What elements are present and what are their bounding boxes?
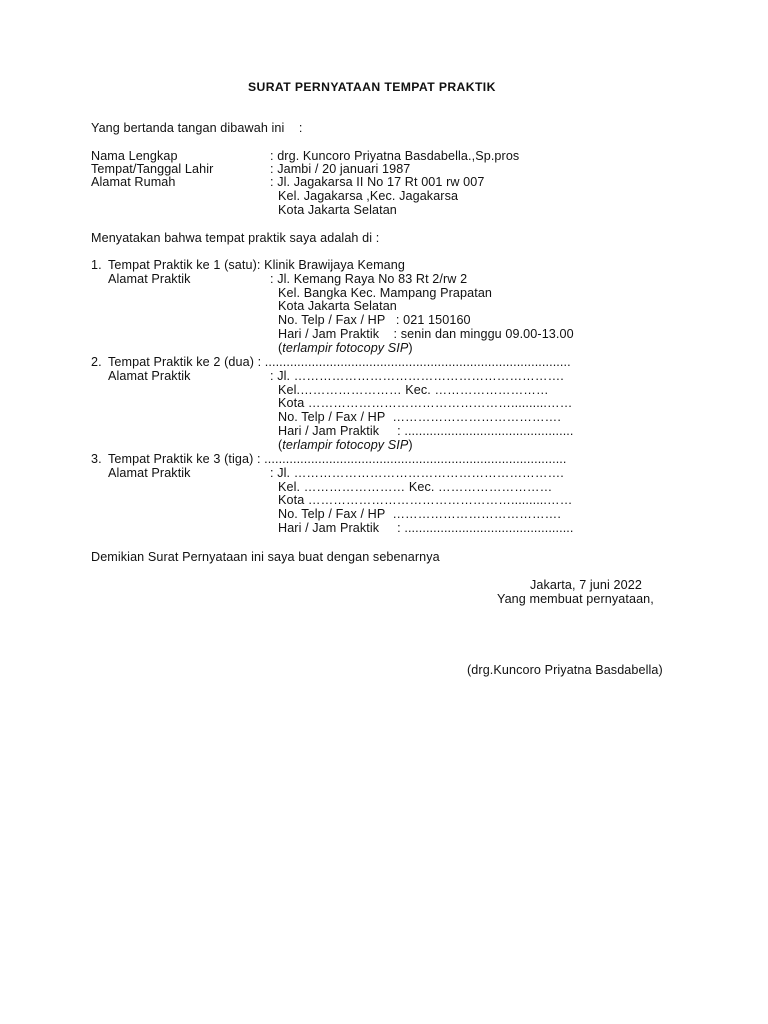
place-3-address-line-1: : Jl. ………………………………………………………. bbox=[270, 466, 564, 480]
name-label: Nama Lengkap bbox=[91, 149, 178, 163]
maker-label: Yang membuat pernyataan, bbox=[497, 592, 654, 606]
place-1-address-line-1: : Jl. Kemang Raya No 83 Rt 2/rw 2 bbox=[270, 272, 468, 286]
birth-value: : Jambi / 20 januari 1987 bbox=[270, 162, 411, 176]
place-2-address-line-1: : Jl. ………………………………………………………. bbox=[270, 369, 564, 383]
home-address-line-3: Kota Jakarta Selatan bbox=[278, 203, 397, 217]
statement-line: Menyatakan bahwa tempat praktik saya adalah di : bbox=[91, 231, 380, 245]
place-1-note bbox=[278, 341, 413, 355]
place-2-note bbox=[278, 438, 413, 452]
intro-line: Yang bertanda tangan dibawah ini : bbox=[91, 121, 303, 135]
place-2-hours: Hari / Jam Praktik : ............................................... bbox=[278, 424, 574, 438]
place-2-address-line-2: Kel.…………………… Kec. ……………………… bbox=[278, 383, 549, 397]
document-title: SURAT PERNYATAAN TEMPAT PRAKTIK bbox=[248, 80, 496, 94]
name-value: : drg. Kuncoro Priyatna Basdabella.,Sp.pros bbox=[270, 149, 520, 163]
place-1-phone: No. Telp / Fax / HP : 021 150160 bbox=[278, 313, 471, 327]
home-address-line-2: Kel. Jagakarsa ,Kec. Jagakarsa bbox=[278, 189, 459, 203]
note-open: ( bbox=[278, 341, 283, 355]
place-3-number: 3. bbox=[91, 452, 102, 466]
note-text: terlampir fotocopy SIP bbox=[282, 341, 409, 355]
place-1-address-line-2: Kel. Bangka Kec. Mampang Prapatan bbox=[278, 286, 493, 300]
place-2-heading: Tempat Praktik ke 2 (dua) : ..................................................................................... bbox=[108, 355, 571, 369]
home-address-line-1: : Jl. Jagakarsa II No 17 Rt 001 rw 007 bbox=[270, 175, 485, 189]
place-1-address-line-3: Kota Jakarta Selatan bbox=[278, 299, 397, 313]
place-2-number: 2. bbox=[91, 355, 102, 369]
place-3-address-line-3: Kota …………………………………………..........…… bbox=[278, 493, 573, 507]
place-3-hours: Hari / Jam Praktik : ............................................... bbox=[278, 521, 574, 535]
place-2-phone: No. Telp / Fax / HP …………………………………. bbox=[278, 410, 561, 424]
note-open: ( bbox=[278, 438, 283, 452]
place-3-address-label: Alamat Praktik bbox=[108, 466, 191, 480]
place-1-hours: Hari / Jam Praktik : senin dan minggu 09.00-13.00 bbox=[278, 327, 574, 341]
place-3-phone: No. Telp / Fax / HP …………………………………. bbox=[278, 507, 561, 521]
place-1-number: 1. bbox=[91, 258, 102, 272]
home-address-label: Alamat Rumah bbox=[91, 175, 176, 189]
birth-label: Tempat/Tanggal Lahir bbox=[91, 162, 214, 176]
place-3-address-line-2: Kel. …………………… Kec. ……………………… bbox=[278, 480, 553, 494]
place-2-address-line-3: Kota …………………………………………..........…… bbox=[278, 396, 573, 410]
note-close: ) bbox=[408, 341, 413, 355]
place-2-address-label: Alamat Praktik bbox=[108, 369, 191, 383]
note-text: terlampir fotocopy SIP bbox=[282, 438, 409, 452]
closing-line: Demikian Surat Pernyataan ini saya buat dengan sebenarnya bbox=[91, 550, 440, 564]
place-1-address-label: Alamat Praktik bbox=[108, 272, 191, 286]
place-date: Jakarta, 7 juni 2022 bbox=[530, 578, 642, 592]
signatory-name: (drg.Kuncoro Priyatna Basdabella) bbox=[467, 663, 663, 677]
place-3-heading: Tempat Praktik ke 3 (tiga) : .................................................................................... bbox=[108, 452, 567, 466]
note-close: ) bbox=[408, 438, 413, 452]
place-1-heading: Tempat Praktik ke 1 (satu): Klinik Brawijaya Kemang bbox=[108, 258, 405, 272]
